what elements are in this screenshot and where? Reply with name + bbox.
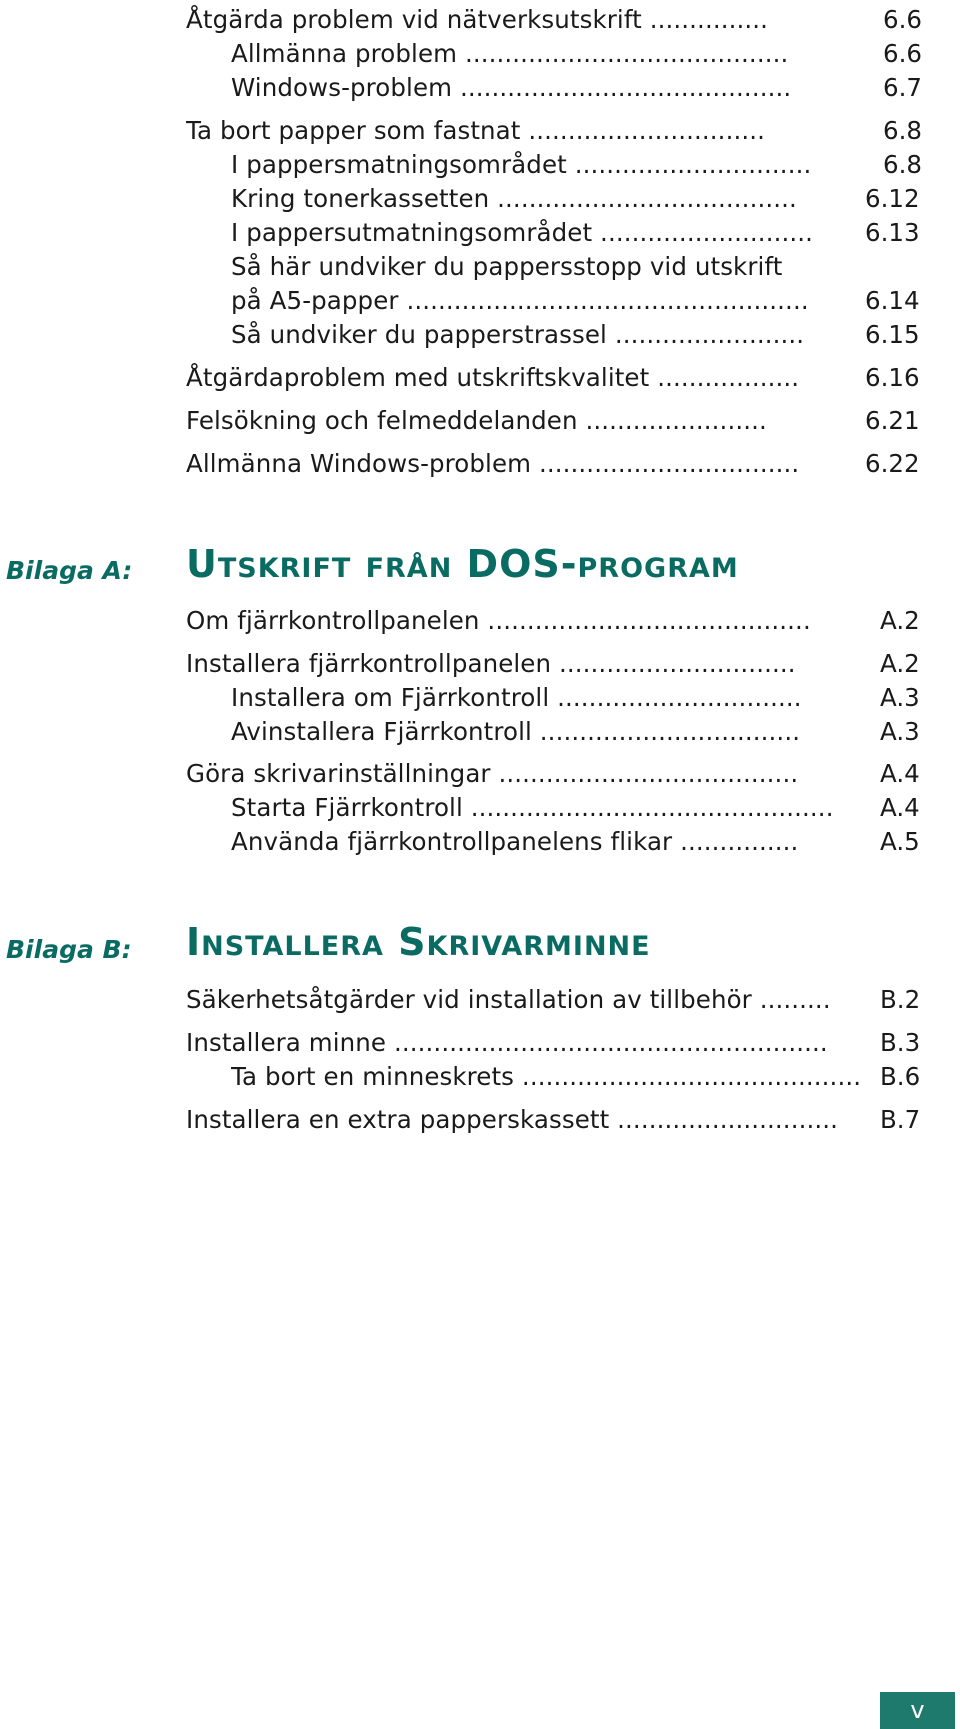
toc-page-number: A.3 xyxy=(880,717,920,746)
page-number-badge: v xyxy=(880,1692,955,1729)
toc-page-number: 6.15 xyxy=(865,320,920,349)
toc-entry[interactable]: Installera fjärrkontrollpanelen .............................. xyxy=(186,649,796,678)
toc-page-number: A.4 xyxy=(880,793,920,822)
toc-entry[interactable]: Göra skrivarinställningar ...................................... xyxy=(186,759,799,788)
toc-page-number: A.2 xyxy=(880,606,920,635)
toc-subentry[interactable]: Starta Fjärrkontroll .............................................. xyxy=(231,793,834,822)
toc-entry[interactable]: Åtgärdaproblem med utskriftskvalitet .................. xyxy=(186,363,800,392)
toc-entry[interactable]: Allmänna Windows-problem ................................. xyxy=(186,449,800,478)
toc-page-number: A.5 xyxy=(880,827,920,856)
toc-page-number: 6.7 xyxy=(883,73,922,102)
toc-subentry[interactable]: Windows-problem .......................................... xyxy=(231,73,792,102)
toc-page-number: B.2 xyxy=(880,985,921,1014)
toc-subentry[interactable]: Kring tonerkassetten ...................................... xyxy=(231,184,797,213)
toc-page-number: 6.22 xyxy=(865,449,920,478)
toc-page-number: B.3 xyxy=(880,1028,921,1057)
appendix-b-title[interactable]: Installera Skrivarminne xyxy=(186,920,651,964)
toc-page-number: 6.8 xyxy=(883,150,922,179)
toc-entry[interactable]: Ta bort papper som fastnat .............................. xyxy=(186,116,766,145)
toc-page-number: A.4 xyxy=(880,759,920,788)
toc-page-number: 6.21 xyxy=(865,406,920,435)
toc-subentry[interactable]: Ta bort en minneskrets ........................................... xyxy=(231,1062,862,1091)
toc-subentry[interactable]: I pappersutmatningsområdet ........................... xyxy=(231,218,814,247)
toc-entry[interactable]: Om fjärrkontrollpanelen ......................................... xyxy=(186,606,811,635)
toc-entry[interactable]: Felsökning och felmeddelanden ....................... xyxy=(186,406,767,435)
toc-entry[interactable]: Säkerhetsåtgärder vid installation av tillbehör ......... xyxy=(186,985,831,1014)
toc-page-number: B.7 xyxy=(880,1105,921,1134)
appendix-a-title[interactable]: Utskrift från DOS-program xyxy=(186,542,739,586)
toc-page-number: 6.6 xyxy=(883,5,922,34)
toc-page-number: 6.8 xyxy=(883,116,922,145)
toc-subentry[interactable]: Avinstallera Fjärrkontroll ................................. xyxy=(231,717,801,746)
toc-entry[interactable]: Åtgärda problem vid nätverksutskrift ............... xyxy=(186,5,769,34)
toc-subentry[interactable]: Så här undviker du pappersstopp vid utskrift xyxy=(231,252,783,281)
toc-subentry[interactable]: Allmänna problem ......................................... xyxy=(231,39,789,68)
appendix-a-label: Bilaga A: xyxy=(6,556,133,585)
toc-subentry[interactable]: Så undviker du papperstrassel ........................ xyxy=(231,320,805,349)
toc-page-number: A.3 xyxy=(880,683,920,712)
toc-entry[interactable]: Installera en extra papperskassett ............................ xyxy=(186,1105,839,1134)
toc-page-number: 6.12 xyxy=(865,184,920,213)
toc-page-number: B.6 xyxy=(880,1062,921,1091)
toc-page-number: 6.16 xyxy=(865,363,920,392)
toc-subentry[interactable]: Använda fjärrkontrollpanelens flikar ............... xyxy=(231,827,799,856)
toc-subentry[interactable]: Installera om Fjärrkontroll ............................... xyxy=(231,683,802,712)
appendix-b-label: Bilaga B: xyxy=(6,935,132,964)
toc-subentry[interactable]: på A5-papper ................................................... xyxy=(231,286,809,315)
toc-page-number: 6.13 xyxy=(865,218,920,247)
toc-page-number: A.2 xyxy=(880,649,920,678)
toc-subentry[interactable]: I pappersmatningsområdet .............................. xyxy=(231,150,812,179)
toc-entry[interactable]: Installera minne ....................................................... xyxy=(186,1028,828,1057)
toc-page-number: 6.14 xyxy=(865,286,920,315)
toc-page-number: 6.6 xyxy=(883,39,922,68)
